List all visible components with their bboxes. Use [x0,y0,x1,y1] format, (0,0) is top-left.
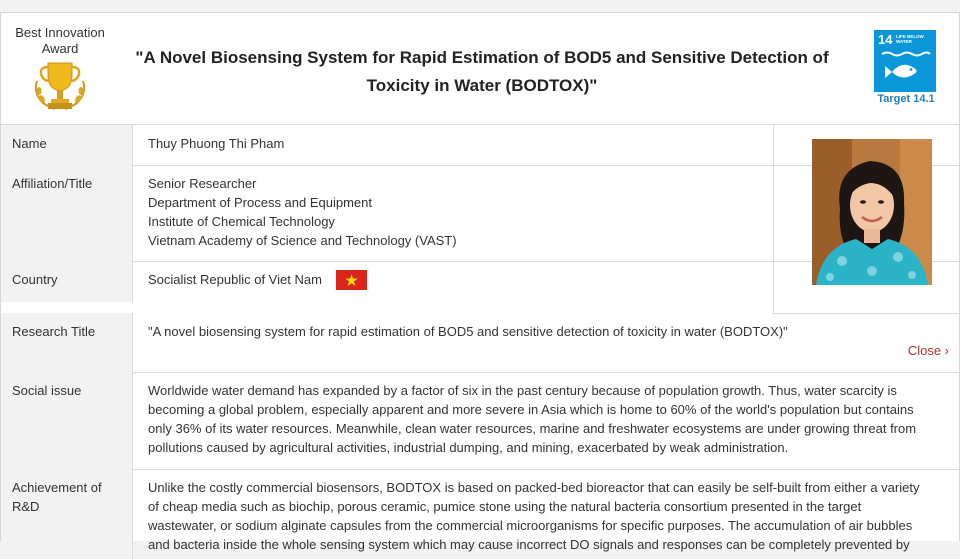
profile-photo [812,139,932,285]
vietnam-flag-icon [336,270,367,290]
value-country [148,270,367,291]
social-issue-line: becoming a global problem, especially apparent and more severe in Asia which is home to 60% of the world's population but contains [148,402,914,417]
country-name: Socialist Republic of Viet Nam [148,272,322,287]
close-button[interactable]: Close › [907,343,949,358]
sdg-target: Target 14.1 [877,93,935,105]
value-research-title: "A novel biosensing system for rapid estimation of BOD5 and sensitive detection of toxicity in water (BODTOX)" [148,324,788,339]
affiliation-line: Department of Process and Equipment [148,195,373,210]
affiliation-line: Senior Researcher [148,176,257,191]
sdg-caption: LIFE BELOW WATER [896,34,924,44]
affiliation-line: Institute of Chemical Technology [148,214,335,229]
profile-card [0,12,960,552]
label-social-issue: Social issue [1,372,133,469]
row-social-issue [1,372,959,470]
value-achievement [148,478,919,554]
value-affiliation [148,174,457,250]
affiliation-line: Vietnam Academy of Science and Technology (VAST) [148,233,457,248]
label-affiliation: Affiliation/Title [1,165,133,261]
social-issue-line: Worldwide water demand has expanded by a factor of six in the past century because of population growth. Thus, water scarcity is [148,383,897,398]
sdg-14-badge [874,30,936,92]
trophy-icon [31,59,89,115]
achievement-line: Unlike the costly commercial biosensors, BODTOX is based on packed-bed bioreactor that can easily be self-built from either a variety [148,480,920,495]
header [1,13,959,125]
award-label: Best Innovation Award [15,25,105,56]
row-achievement [1,469,959,559]
sdg-fish-icon [874,30,936,92]
page-title: "A Novel Biosensing System for Rapid Estimation of BOD5 and Sensitive Detection of Toxicity in Water (BODTOX)" [135,48,829,95]
label-name: Name [1,125,133,165]
social-issue-line: pollutions caused by agricultural activities, industrial dumping, and mining, exacerbated by weak administration. [148,440,789,455]
achievement-line: wastewater, or sodium alginate capsules from the commercial microorganisms for specific purposes. The accumulation of air bubbles [148,518,913,533]
value-name: Thuy Phuong Thi Pham [148,136,285,151]
value-social-issue [148,381,916,457]
row-research-title [1,313,959,373]
profile-photo-cell [773,125,960,314]
achievement-line: and bacteria inside the whole sensing system which may cause incorrect DO signals and responses can be completely prevented by [148,537,910,552]
label-achievement [1,469,133,559]
achievement-line: of cheap media such as biochip, porous ceramic, pumice stone using the natural bacteria consortium presented in the target [148,499,862,514]
label-achievement-line: Achievement of [12,480,102,495]
social-issue-line: only 36% of its water resources. Meanwhile, clean water resources, marine and freshwater ecosystems are under growing threat from [148,421,917,436]
label-achievement-line: R&D [12,499,40,514]
sdg-number: 14 [878,32,893,47]
label-country: Country [1,261,133,302]
label-research-title: Research Title [1,313,133,372]
